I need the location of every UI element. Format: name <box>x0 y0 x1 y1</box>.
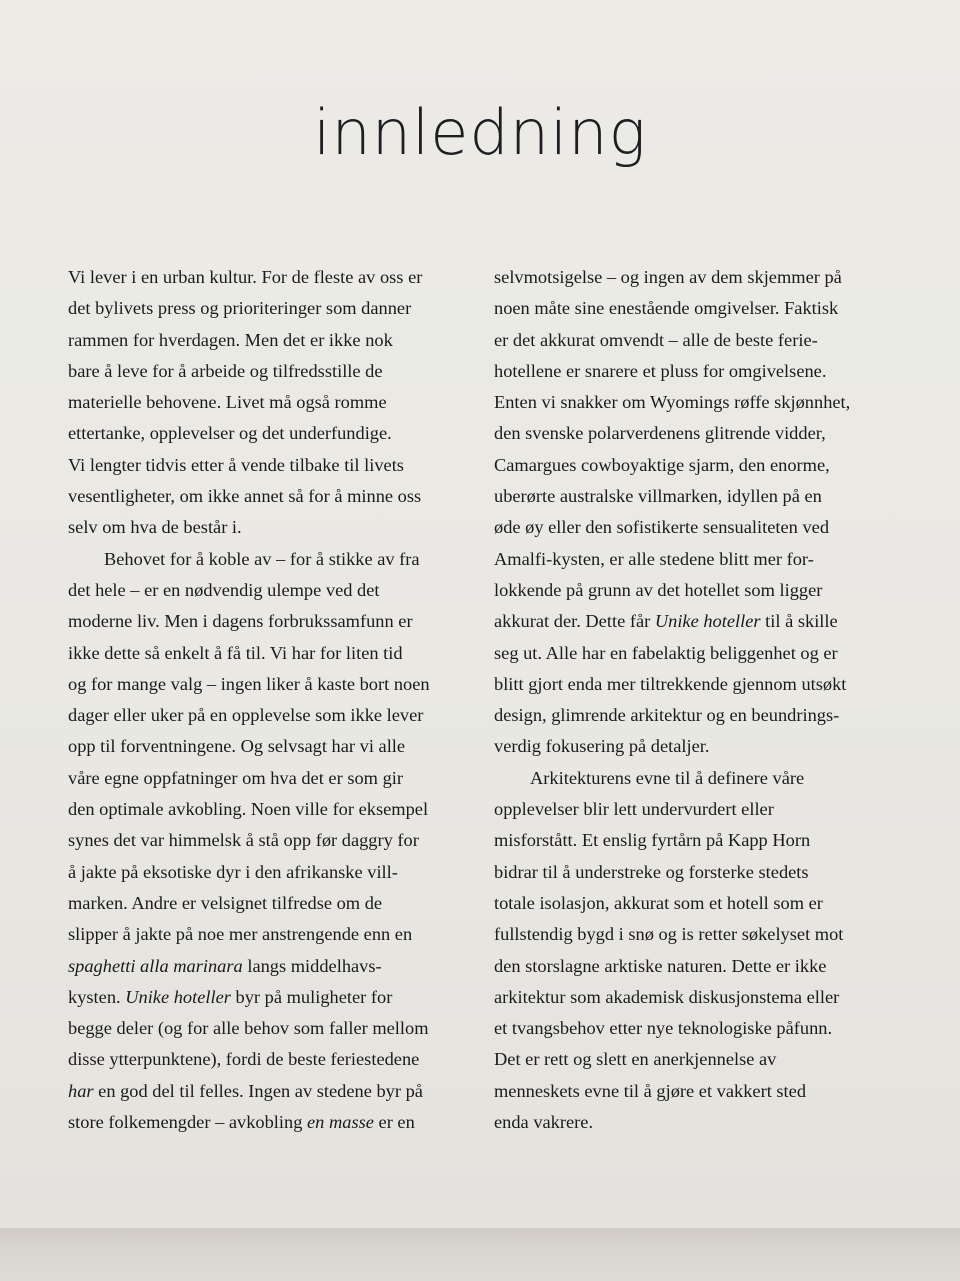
text-line <box>494 1044 894 1075</box>
text-line <box>494 857 894 888</box>
text-line <box>68 982 468 1013</box>
text-run: en god del til felles. Ingen av stedene byr på <box>93 1080 423 1101</box>
text-line <box>68 606 468 637</box>
text-run: er en <box>373 1112 415 1133</box>
text-run: Behovet for å koble av – for å stikke av fra <box>104 548 420 569</box>
text-run: disse ytterpunktene), fordi de beste feriestedene <box>68 1049 420 1070</box>
text-run: verdig fokusering på detaljer. <box>494 736 710 757</box>
text-line <box>494 325 894 356</box>
text-run: slipper å jakte på noe mer anstrengende enn en <box>68 924 413 945</box>
text-line <box>68 575 468 606</box>
text-line <box>68 512 468 543</box>
text-line <box>494 544 894 575</box>
text-line <box>494 1107 894 1138</box>
page-edge-shadow <box>0 1228 960 1281</box>
text-line <box>68 1076 468 1107</box>
text-line <box>494 951 894 982</box>
text-line <box>68 481 468 512</box>
text-line <box>68 1107 468 1138</box>
text-run: er det akkurat omvendt – alle de beste ferie- <box>494 329 818 350</box>
text-line <box>68 544 468 575</box>
text-line <box>68 293 468 324</box>
text-line <box>68 700 468 731</box>
text-line <box>68 919 468 950</box>
text-column-right <box>494 262 894 1138</box>
text-line <box>494 512 894 543</box>
text-run: menneskets evne til å gjøre et vakkert sted <box>494 1080 807 1101</box>
text-run: den storslagne arktiske naturen. Dette er ikke <box>494 955 827 976</box>
text-line <box>68 669 468 700</box>
text-run: Det er rett og slett en anerkjennelse av <box>494 1049 777 1070</box>
text-run: fullstendig bygd i snø og is retter søkelyset mot <box>494 924 844 945</box>
text-column-left <box>68 262 468 1138</box>
text-line <box>494 606 894 637</box>
text-line <box>68 638 468 669</box>
text-run: rammen for hverdagen. Men det er ikke nok <box>68 329 393 350</box>
text-run: bidrar til å understreke og forsterke stedets <box>494 861 809 882</box>
text-run: den optimale avkobling. Noen ville for eksempel <box>68 799 429 820</box>
text-line <box>68 450 468 481</box>
text-run: begge deler (og for alle behov som faller mellom <box>68 1018 429 1039</box>
text-run: arkitektur som akademisk diskusjonstema eller <box>494 986 840 1007</box>
text-run: våre egne oppfatninger om hva det er som gir <box>68 767 404 788</box>
text-run: bare å leve for å arbeide og tilfredsstille de <box>68 360 383 381</box>
text-run: til å skille <box>760 611 838 632</box>
text-line <box>494 825 894 856</box>
text-line <box>68 825 468 856</box>
text-line <box>68 857 468 888</box>
text-run: langs middelhavs- <box>242 955 382 976</box>
text-line <box>494 418 894 449</box>
text-run: selvmotsigelse – og ingen av dem skjemmer på <box>494 267 842 287</box>
text-run: blitt gjort enda mer tiltrekkende gjennom utsøkt <box>494 673 847 694</box>
text-line <box>494 888 894 919</box>
text-line <box>494 794 894 825</box>
text-run: misforstått. Et enslig fyrtårn på Kapp Horn <box>494 830 811 851</box>
text-line <box>68 418 468 449</box>
text-line <box>494 638 894 669</box>
text-run: Amalfi-kysten, er alle stedene blitt mer for- <box>494 548 814 569</box>
text-run: lokkende på grunn av det hotellet som ligger <box>494 579 823 600</box>
text-line <box>68 387 468 418</box>
text-line <box>68 325 468 356</box>
text-line <box>68 763 468 794</box>
text-line <box>494 982 894 1013</box>
text-run: uberørte australske villmarken, idyllen på en <box>494 486 822 507</box>
text-run: det hele – er en nødvendig ulempe ved det <box>68 579 380 600</box>
text-line <box>68 951 468 982</box>
text-run: store folkemengder – avkobling <box>68 1112 308 1133</box>
text-line <box>494 293 894 324</box>
text-line <box>494 450 894 481</box>
text-line <box>68 1013 468 1044</box>
text-line <box>494 669 894 700</box>
text-run: selv om hva de består i. <box>68 517 242 538</box>
text-run: marken. Andre er velsignet tilfredse om de <box>68 892 383 913</box>
italic-text-run: Unike hoteller <box>125 986 231 1007</box>
text-run: moderne liv. Men i dagens forbrukssamfunn er <box>68 611 413 632</box>
italic-text-run: Unike hoteller <box>654 611 761 632</box>
text-run: Arkitekturens evne til å definere våre <box>530 767 805 788</box>
text-run: opplevelser blir lett undervurdert eller <box>494 799 774 820</box>
text-line <box>494 575 894 606</box>
text-line <box>68 794 468 825</box>
text-line <box>68 888 468 919</box>
text-line <box>494 1076 894 1107</box>
text-run: den svenske polarverdenens glitrende vidder, <box>494 423 826 444</box>
text-run: å jakte på eksotiske dyr i den afrikanske vill- <box>68 861 398 882</box>
text-run: kysten. <box>68 986 126 1007</box>
text-run: Vi lever i en urban kultur. For de fleste av oss er <box>68 267 423 287</box>
text-run: ettertanke, opplevelser og det underfundige. <box>68 423 392 444</box>
text-run: synes det var himmelsk å stå opp før daggry for <box>68 830 419 851</box>
text-run: Enten vi snakker om Wyomings røffe skjønnhet, <box>494 392 851 413</box>
text-line <box>494 1013 894 1044</box>
text-run: hotellene er snarere et pluss for omgivelsene. <box>494 360 827 381</box>
text-run: seg ut. Alle har en fabelaktig beliggenhet og er <box>494 642 838 663</box>
text-run: byr på muligheter for <box>230 986 393 1007</box>
text-run: vesentligheter, om ikke annet så for å minne oss <box>68 486 422 507</box>
text-run: enda vakrere. <box>494 1112 594 1133</box>
text-run: Vi lengter tidvis etter å vende tilbake til livets <box>68 454 404 475</box>
text-run: opp til forventningene. Og selvsagt har vi alle <box>68 736 406 757</box>
text-run: og for mange valg – ingen liker å kaste bort noen <box>68 673 430 694</box>
text-run: design, glimrende arkitektur og en beundrings- <box>494 705 840 726</box>
text-line <box>494 356 894 387</box>
italic-text-run: en masse <box>307 1112 374 1133</box>
italic-text-run: spaghetti alla marinara <box>68 955 243 976</box>
text-run: et tvangsbehov etter nye teknologiske påfunn. <box>494 1018 833 1039</box>
text-line <box>68 1044 468 1075</box>
text-line <box>494 387 894 418</box>
text-line <box>494 763 894 794</box>
page-title: innledning <box>313 96 647 169</box>
text-line <box>494 919 894 950</box>
text-run: totale isolasjon, akkurat som et hotell som er <box>494 892 823 913</box>
text-run: noen måte sine enestående omgivelser. Faktisk <box>494 298 839 319</box>
text-line <box>494 262 894 293</box>
text-line <box>494 481 894 512</box>
text-run: materielle behovene. Livet må også romme <box>68 392 387 413</box>
text-run: øde øy eller den sofistikerte sensualiteten ved <box>494 517 830 538</box>
text-run: Camargues cowboyaktige sjarm, den enorme, <box>494 454 830 475</box>
text-line <box>68 262 468 293</box>
text-run: akkurat der. Dette får <box>494 611 655 632</box>
text-line <box>68 731 468 762</box>
text-line <box>68 356 468 387</box>
italic-text-run: har <box>68 1080 94 1101</box>
text-line <box>494 731 894 762</box>
text-run: dager eller uker på en opplevelse som ikke lever <box>68 705 424 726</box>
text-line <box>494 700 894 731</box>
text-run: ikke dette så enkelt å få til. Vi har for liten tid <box>68 642 403 663</box>
text-run: det bylivets press og prioriteringer som danner <box>68 298 412 319</box>
